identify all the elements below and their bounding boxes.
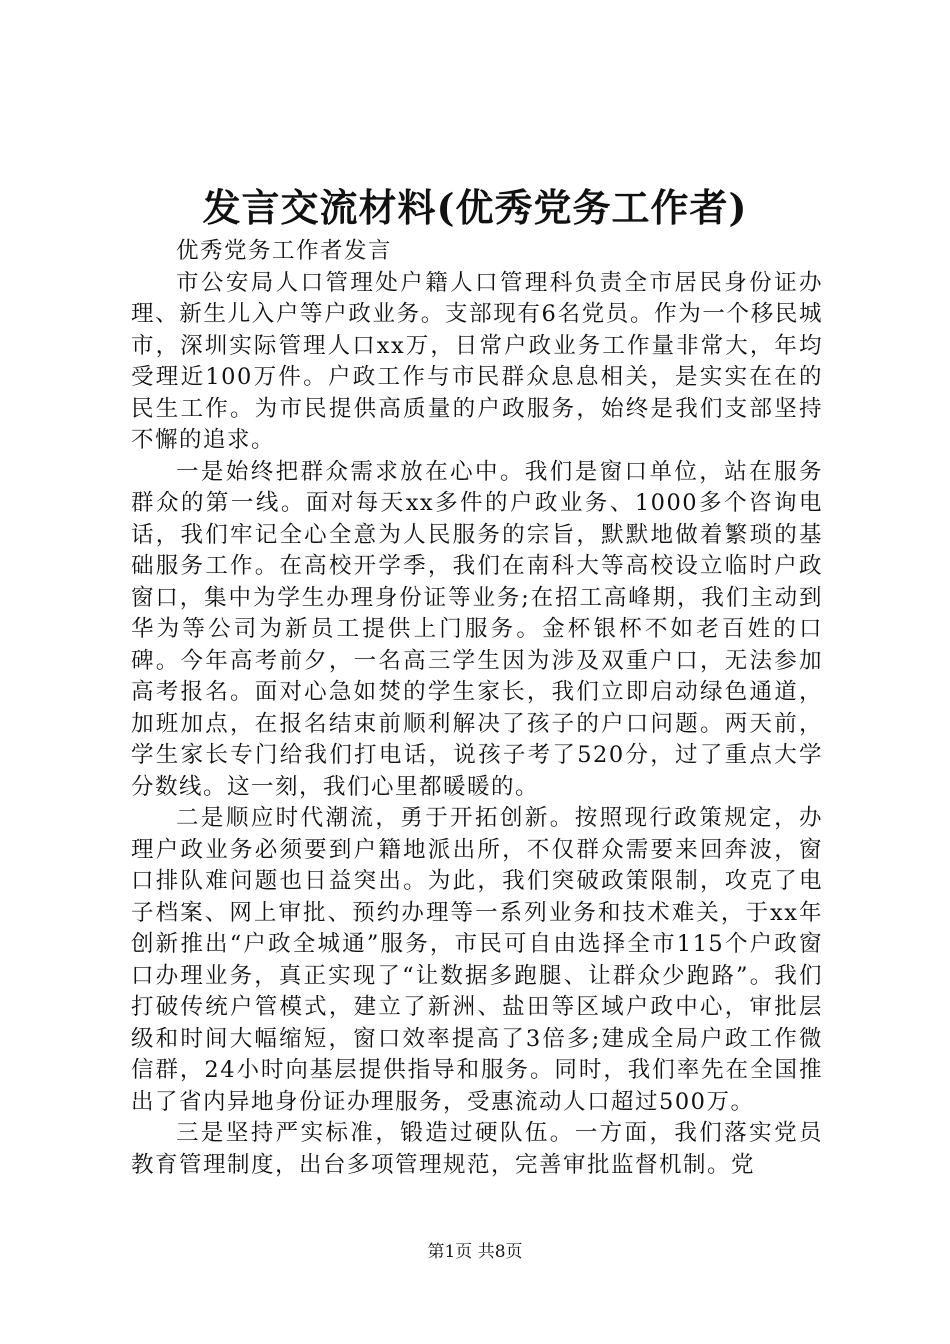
document-title: 发言交流材料(优秀党务工作者) — [202, 185, 748, 230]
document-body — [131, 236, 823, 1181]
body-paragraph: 三是坚持严实标准，锻造过硬队伍。一方面，我们落实党员教育管理制度，出台多项管理规范，完善审批监督机制。党 — [131, 1120, 823, 1178]
page-number-footer: 第1页 共8页 — [427, 1242, 523, 1262]
body-paragraph: 一是始终把群众需求放在心中。我们是窗口单位，站在服务群众的第一线。面对每天xx多件的户政业务、1000多个咨询电话，我们牢记全心全意为人民服务的宗旨，默默地做着繁琐的基础服务工作。在高校开学季，我们在南科大等高校设立临时户政窗口，集中为学生办理身份证等业务;在招工高峰期，我们主动到华为等公司为新员工提供上门服务。金杯银杯不如老百姓的口碑。今年高考前夕，一名高三学生因为涉及双重户口，无法参加高考报名。面对心急如焚的学生家长，我们立即启动绿色通道，加班加点，在报名结束前顺利解决了孩子的户口问题。两天前，学生家长专门给我们打电话，说孩子考了520分，过了重点大学分数线。这一刻，我们心里都暖暖的。 — [131, 458, 823, 800]
subheading-paragraph: 优秀党务工作者发言 — [176, 238, 393, 264]
body-paragraph: 二是顺应时代潮流，勇于开拓创新。按照现行政策规定，办理户政业务必须要到户籍地派出所，不仅群众需要来回奔波，窗口排队难问题也日益突出。为此，我们突破政策限制，攻克了电子档案、网上审批、预约办理等一系列业务和技术难关，于xx年创新推出“户政全城通”服务，市民可自由选择全市115个户政窗口办理业务，真正实现了“让数据多跑腿、让群众少跑路”。我们打破传统户管模式，建立了新洲、盐田等区域户政中心，审批层级和时间大幅缩短，窗口效率提高了3倍多;建成全局户政工作微信群，24小时向基层提供指导和服务。同时，我们率先在全国推出了省内异地身份证办理服务，受惠流动人口超过500万。 — [131, 805, 823, 1115]
body-paragraph: 市公安局人口管理处户籍人口管理科负责全市居民身份证办理、新生儿入户等户政业务。支部现有6名党员。作为一个移民城市，深圳实际管理人口xx万，日常户政业务工作量非常大，年均受理近100万件。户政工作与市民群众息息相关，是实实在在的民生工作。为市民提供高质量的户政服务，始终是我们支部坚持不懈的追求。 — [131, 269, 823, 453]
